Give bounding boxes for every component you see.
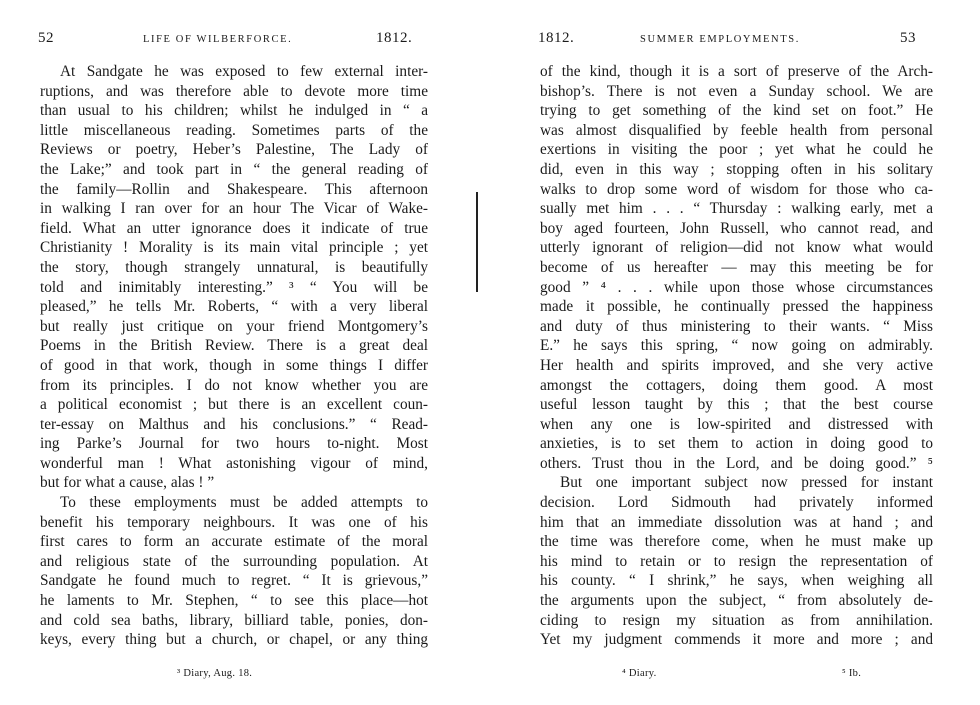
text-line: little miscellaneous reading. Sometimes parts of the xyxy=(40,121,428,139)
text-line: and duty of thus ministering to their wants. “ Miss xyxy=(540,317,933,335)
text-line: good ” ⁴ . . . while upon those whose circumstances xyxy=(540,278,933,296)
text-line: told and inimitably interesting.” ³ “ You will be xyxy=(40,278,428,296)
left-page-number: 52 xyxy=(38,30,54,46)
text-line: his county. “ I shrink,” he says, when weighing all xyxy=(540,572,933,590)
right-page-header xyxy=(500,30,980,52)
text-line: sually met him . . . “ Thursday : walking early, met a xyxy=(540,200,933,218)
text-line: he laments to Mr. Stephen, “ to see this place—hot xyxy=(40,592,428,610)
text-line: of the kind, though it is a sort of preserve of the Arch- xyxy=(540,63,933,80)
text-line: field. What an utter ignorance does it indicate of true xyxy=(40,219,428,237)
left-page-year: 1812. xyxy=(376,30,413,46)
left-page-header xyxy=(0,30,470,52)
text-line: and religious state of the surrounding population. At xyxy=(40,552,428,570)
text-line: others. Trust thou in the Lord, and be doing good.” ⁵ xyxy=(540,454,933,472)
text-line: boy aged fourteen, John Russell, who cannot read, and xyxy=(540,219,933,237)
left-running-title: LIFE OF WILBERFORCE. xyxy=(143,34,293,45)
text-line: but really just critique on your friend Montgomery’s xyxy=(40,317,428,335)
text-line: Poems in the British Review. There is a great deal xyxy=(40,337,428,355)
text-line: first cares to form an accurate estimate of the moral xyxy=(40,533,428,551)
text-line: decision. Lord Sidmouth had privately informed xyxy=(540,494,933,512)
text-line: walks to drop some word of wisdom for those who ca- xyxy=(540,180,933,198)
right-page-year: 1812. xyxy=(538,30,575,46)
left-page-body xyxy=(40,62,428,650)
text-line: exertions in visiting the poor ; yet what he could he xyxy=(540,141,933,159)
text-line: useful lesson taught by this ; that the best course xyxy=(540,396,933,414)
left-footnote-3: ³ Diary, Aug. 18. xyxy=(177,668,253,679)
text-line: from its principles. I do not know whether you are xyxy=(40,376,428,394)
right-running-title: SUMMER EMPLOYMENTS. xyxy=(640,34,800,45)
text-line: E.” he says this spring, “ now going on admirably. xyxy=(540,337,933,355)
text-line: his mind to retain or to resign the representation of xyxy=(540,552,933,570)
text-line: To these employments must be added attempts to xyxy=(60,494,428,512)
text-line: wonderful man ! What astonishing vigour of mind, xyxy=(40,454,428,472)
right-page xyxy=(500,0,980,705)
text-line: pleased,” he tells Mr. Roberts, “ with a very liberal xyxy=(40,298,428,316)
text-line: Reviews or poetry, Heber’s Palestine, The Lady of xyxy=(40,141,428,159)
text-line: the arguments upon the subject, “ from absolutely de- xyxy=(540,592,933,610)
text-line: anxieties, is to set them to action in doing good to xyxy=(540,435,933,453)
left-page xyxy=(0,0,470,705)
text-line: benefit his temporary neighbours. It was one of his xyxy=(40,513,428,531)
text-line: Sandgate he found much to regret. “ It is grievous,” xyxy=(40,572,428,590)
text-line: than usual to his children; whilst he indulged in “ a xyxy=(40,102,428,120)
text-line: Christianity ! Morality is its main vital principle ; yet xyxy=(40,239,428,257)
text-line: trying to get something of the kind set on foot.” He xyxy=(540,102,933,120)
text-line: ciding to resign my situation as from annihilation. xyxy=(540,611,933,629)
text-line: Her health and spirits improved, and she very active xyxy=(540,356,933,374)
right-footnote-5: ⁵ Ib. xyxy=(842,668,862,679)
text-line: when any one is low-spirited and distressed with xyxy=(540,415,933,433)
text-line: in walking I ran over for an hour The Vicar of Wake- xyxy=(40,200,428,218)
right-page-number: 53 xyxy=(900,30,916,46)
text-line: ter-essay on Malthus and his conclusions.” “ Read- xyxy=(40,415,428,433)
gutter-mark xyxy=(476,192,478,292)
text-line: but for what a cause, alas ! ” xyxy=(40,474,215,492)
text-line: the family—Rollin and Shakespeare. This afternoon xyxy=(40,180,428,198)
text-line: him that an immediate dissolution was at hand ; and xyxy=(540,513,933,531)
text-line: of good in that work, though in some things I differ xyxy=(40,356,428,374)
text-line: keys, every thing but a church, or chapel, or any thing xyxy=(40,631,428,649)
text-line: At Sandgate he was exposed to few external inter- xyxy=(60,63,428,80)
text-line: become of us hereafter — may this meeting be for xyxy=(540,258,933,276)
text-line: and cold sea baths, library, billiard table, ponies, don- xyxy=(40,611,428,629)
text-line: the time was therefore come, when he must make up xyxy=(540,533,933,551)
text-line: was almost disqualified by feeble health from personal xyxy=(540,121,933,139)
text-line: the story, though strangely unnatural, is beautifully xyxy=(40,258,428,276)
text-line: the Lake;” and took part in “ the general reading of xyxy=(40,160,428,178)
text-line: Yet my judgment commends it more and more ; and xyxy=(540,631,933,649)
text-line: But one important subject now pressed for instant xyxy=(560,474,933,492)
text-line: amongst the cottagers, doing them good. A most xyxy=(540,376,933,394)
text-line: utterly ignorant of religion—did not know what would xyxy=(540,239,933,257)
text-line: made it possible, he continually pressed the happiness xyxy=(540,298,933,316)
text-line: ruptions, and was therefore able to devote more time xyxy=(40,82,428,100)
text-line: a political economist ; but there is an excellent coun- xyxy=(40,396,428,414)
text-line: ing Parke’s Journal for two hours to-night. Most xyxy=(40,435,428,453)
text-line: bishop’s. There is not even a Sunday school. We are xyxy=(540,82,933,100)
right-footnote-4: ⁴ Diary. xyxy=(622,668,657,679)
right-page-body xyxy=(540,62,933,650)
text-line: did, even in this way ; stopping often in his solitary xyxy=(540,160,933,178)
